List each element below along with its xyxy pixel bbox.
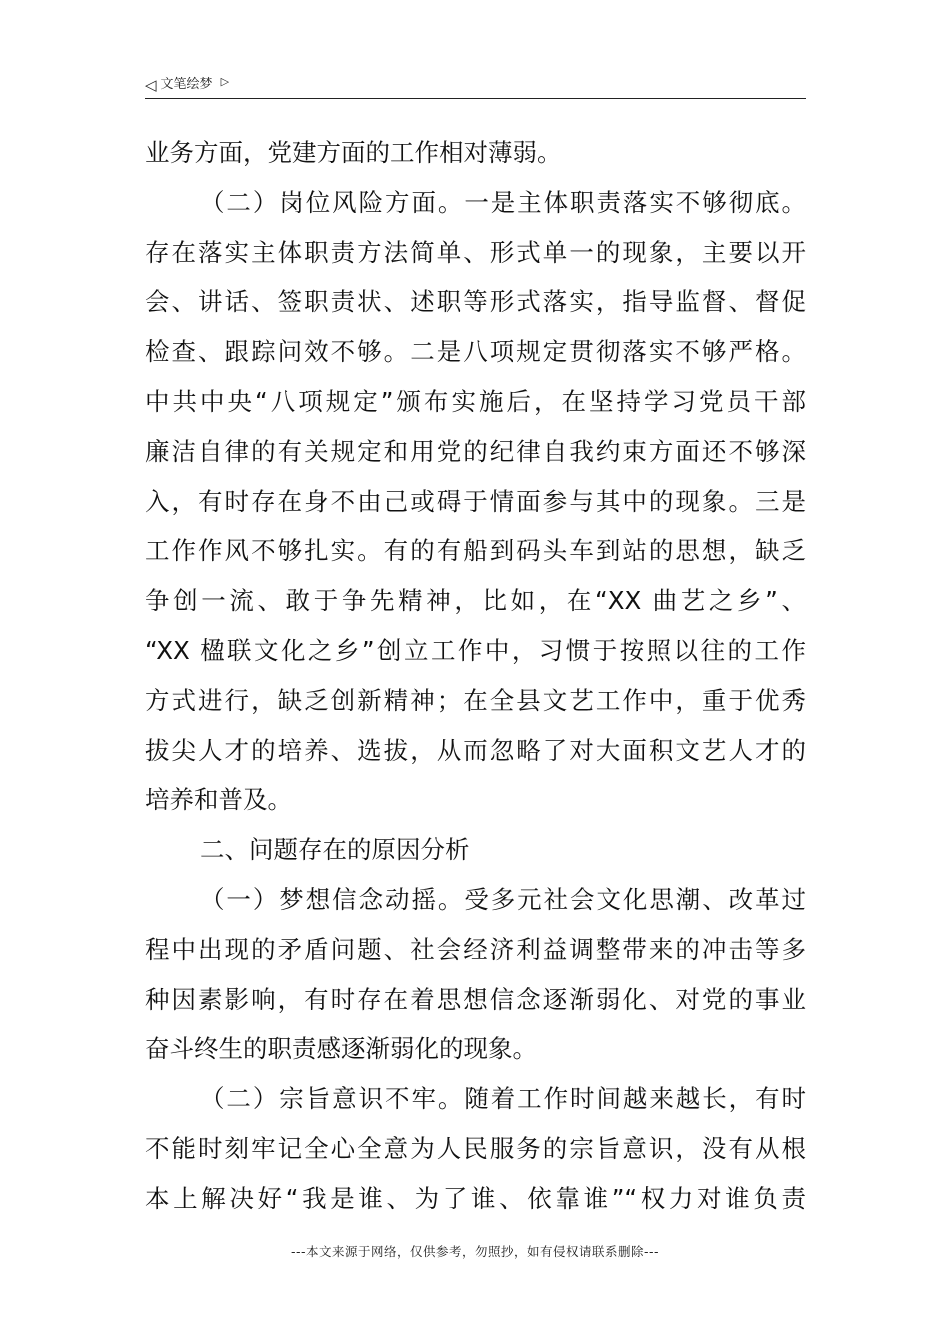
text-line: “XX 楹联文化之乡”创立工作中，习惯于按照以往的工作	[145, 635, 806, 665]
header-title: 文笔绘梦	[160, 77, 213, 92]
footer-disclaimer: ---本文来源于网络，仅供参考，勿照抄，如有侵权请联系删除---	[290, 1244, 660, 1259]
text-line: 中共中央“八项规定”颁布实施后，在坚持学习党员干部	[145, 386, 806, 416]
text-line: 程中出现的矛盾问题、社会经济利益调整带来的冲击等多	[145, 934, 806, 964]
text-line: 检查、跟踪问效不够。二是八项规定贯彻落实不够严格。	[145, 337, 806, 367]
text-line: 本上解决好“我是谁、为了谁、依靠谁”“权力对谁负责	[145, 1183, 806, 1213]
triangle-left-icon: ◁	[145, 76, 157, 94]
text-line: 拔尖人才的培养、选拔，从而忽略了对大面积文艺人才的	[145, 735, 806, 765]
text-line: 奋斗终生的职责感逐渐弱化的现象。	[145, 1034, 537, 1064]
text-line: 方式进行，缺乏创新精神；在全县文艺工作中，重于优秀	[145, 685, 806, 715]
text-line: 种因素影响，有时存在着思想信念逐渐弱化、对党的事业	[145, 984, 806, 1014]
triangle-right-icon: ▷	[220, 75, 230, 88]
text-line: 工作作风不够扎实。有的有船到码头车到站的思想，缺乏	[145, 536, 806, 566]
text-line: 会、讲话、签职责状、述职等形式落实，指导监督、督促	[145, 287, 806, 317]
text-line: 业务方面，党建方面的工作相对薄弱。	[145, 138, 562, 167]
text-line: 廉洁自律的有关规定和用党的纪律自我约束方面还不够深	[145, 436, 806, 466]
text-line: 培养和普及。	[145, 785, 292, 815]
text-line: 存在落实主体职责方法简单、形式单一的现象，主要以开	[145, 237, 806, 267]
text-line: 不能时刻牢记全心全意为人民服务的宗旨意识，没有从根	[145, 1133, 806, 1163]
text-line: （一）梦想信念动摇。受多元社会文化思潮、改革过	[200, 884, 806, 914]
text-line: 争创一流、敢于争先精神，比如，在“XX 曲艺之乡”、	[145, 586, 806, 616]
text-line: （二）宗旨意识不牢。随着工作时间越来越长，有时	[200, 1084, 806, 1114]
document-body	[145, 128, 806, 1224]
text-line: 二、问题存在的原因分析	[200, 835, 470, 865]
text-line: 入，有时存在身不由己或碍于情面参与其中的现象。三是	[145, 486, 806, 516]
page-header	[145, 72, 806, 99]
text-line: （二）岗位风险方面。一是主体职责落实不够彻底。	[200, 187, 806, 217]
